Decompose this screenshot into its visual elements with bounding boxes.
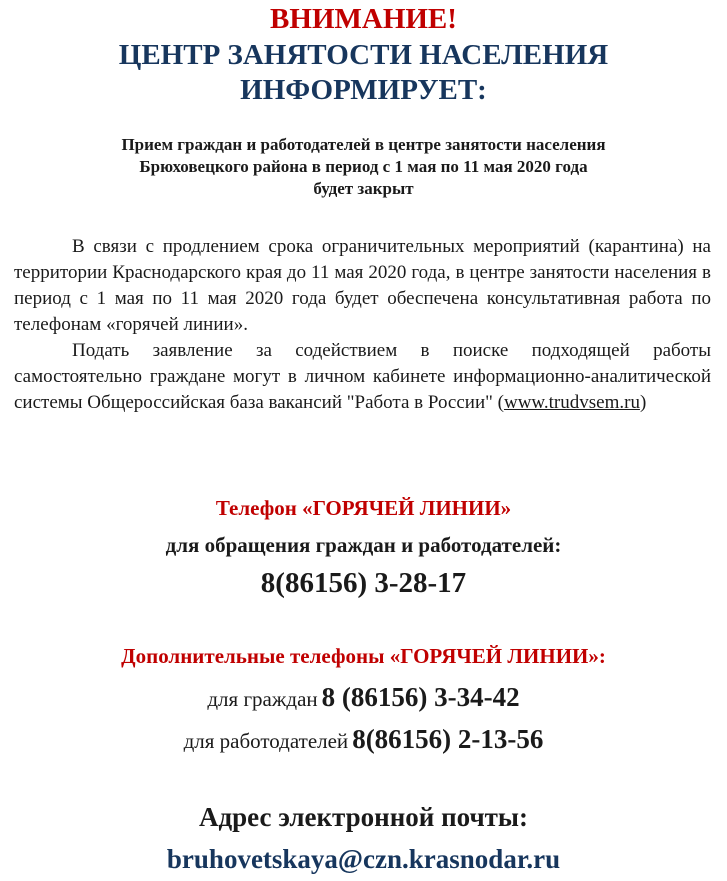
page-title [0,38,727,108]
citizens-phone-line [0,680,727,719]
body-text [14,234,711,416]
hotline-phone: 8(86156) 3-28-17 [260,567,467,599]
paragraph-quarantine: В связи с продлением срока ограничительных мероприятий (карантина) на территории Краснодарского края до 11 мая 2020 года, в центре занятости населения в период с 1 мая по 11 мая 2020 года будет обеспечена консультативная работа по телефонам «горячей линии». [14,236,711,335]
employers-label: для работодателей [183,729,349,753]
attention-heading: ВНИМАНИЕ! [270,3,457,35]
hotline-title: Телефон «ГОРЯЧЕЙ ЛИНИИ» [215,496,512,520]
employers-phone-line [0,722,727,761]
citizens-label: для граждан [207,687,318,711]
paragraph-online-application [14,338,711,416]
trudvsem-link[interactable]: www.trudvsem.ru [503,392,640,413]
email-address: bruhovetskaya@czn.krasnodar.ru [166,844,561,874]
citizens-phone: 8 (86156) 3-34-42 [321,682,520,712]
closure-line-2: Брюховецкого района в период с 1 мая по 11 мая 2020 года [139,157,588,176]
extra-phones-title: Дополнительные телефоны «ГОРЯЧЕЙ ЛИНИИ»: [121,644,606,668]
email-title: Адрес электронной почты: [198,802,529,832]
title-line-1: ЦЕНТР ЗАНЯТОСТИ НАСЕЛЕНИЯ [118,39,609,71]
closure-line-1: Прием граждан и работодателей в центре занятости населения [121,135,606,154]
closure-notice [0,134,727,200]
title-line-2: ИНФОРМИРУЕТ: [240,74,487,106]
paragraph-online-text: Подать заявление за содействием в поиске подходящей работы самостоятельно граждане могут в личном кабинете информационно-аналитической системы Общероссийская база вакансий "Работа в России" ( [14,340,711,413]
paragraph-online-end: ) [639,392,647,413]
closure-line-3: будет закрыт [313,179,414,198]
employers-phone: 8(86156) 2-13-56 [352,724,544,754]
hotline-subtitle: для обращения граждан и работодателей: [165,533,562,557]
